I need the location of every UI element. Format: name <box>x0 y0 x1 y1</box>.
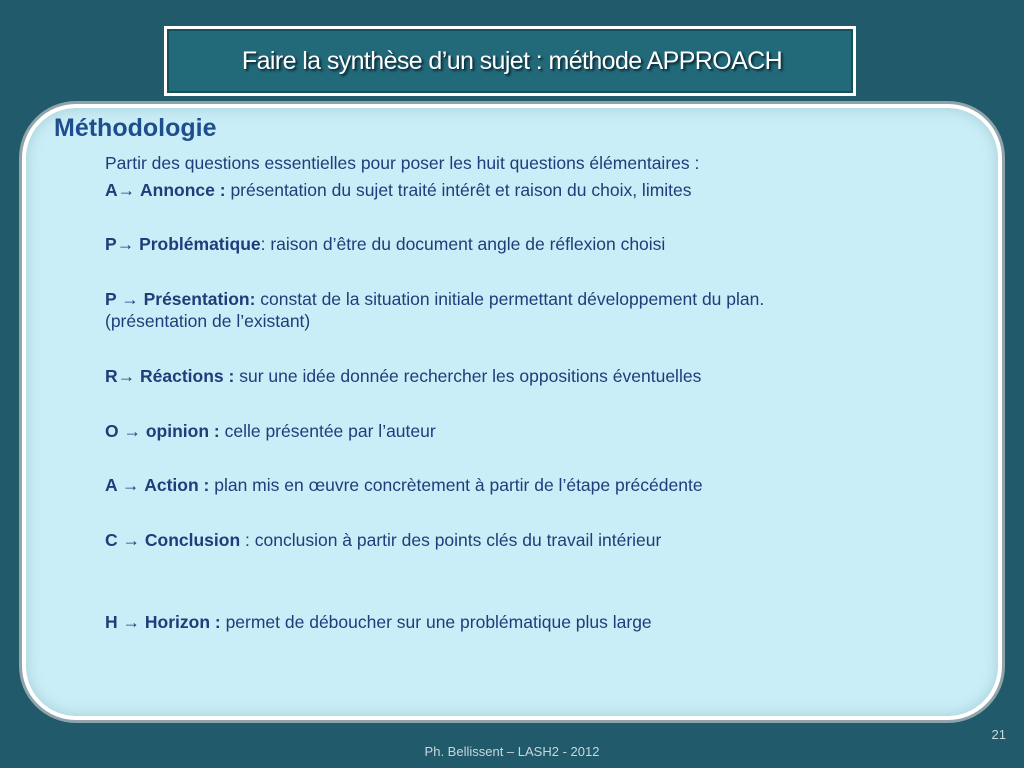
arrow-icon: → <box>122 530 140 550</box>
arrow-icon: → <box>121 289 139 309</box>
arrow-icon: → <box>116 234 135 254</box>
item-letter: A <box>105 475 122 495</box>
item-reactions <box>105 365 985 387</box>
item-label: opinion : <box>145 421 220 441</box>
item-label: Présentation: <box>143 289 256 309</box>
arrow-icon: → <box>121 475 140 495</box>
item-label: Problématique <box>139 234 261 254</box>
item-label: Réactions : <box>140 366 235 386</box>
item-presentation <box>105 288 985 332</box>
slide-title: Faire la synthèse d’un sujet : méthode APPROACH <box>241 47 783 75</box>
item-problematique <box>105 233 985 255</box>
title-box <box>164 26 856 96</box>
section-heading: Méthodologie <box>54 114 217 142</box>
item-label: Annonce : <box>140 180 226 200</box>
item-text: présentation du sujet traité intérêt et raison du choix, limites <box>225 180 692 200</box>
item-horizon <box>105 611 985 633</box>
item-label: Conclusion <box>144 530 241 550</box>
footer-text: Ph. Bellissent – LASH2 - 2012 <box>424 744 600 759</box>
item-letter: P <box>105 289 122 309</box>
arrow-icon: → <box>123 421 141 441</box>
item-letter: H <box>105 612 123 632</box>
item-label: Action : <box>144 475 210 495</box>
item-letter: C <box>105 530 123 550</box>
item-text: : raison d’être du document angle de réflexion choisi <box>260 234 666 254</box>
item-text: celle présentée par l’auteur <box>219 421 436 441</box>
item-action <box>105 474 985 496</box>
intro-text: Partir des questions essentielles pour poser les huit questions élémentaires : <box>105 153 700 173</box>
item-text-continued: (présentation de l’existant) <box>105 311 311 331</box>
item-text: plan mis en œuvre concrètement à partir de l’étape précédente <box>209 475 703 495</box>
item-opinion <box>105 420 985 442</box>
item-label: Horizon : <box>144 612 221 632</box>
arrow-icon: → <box>117 366 136 386</box>
item-conclusion <box>105 529 985 551</box>
item-letter: P <box>105 234 117 254</box>
item-text: permet de déboucher sur une problématique plus large <box>220 612 652 632</box>
item-letter: R <box>105 366 118 386</box>
item-annonce <box>105 179 985 201</box>
item-letter: O <box>105 421 124 441</box>
item-text: sur une idée donnée rechercher les oppositions éventuelles <box>234 366 702 386</box>
page-number: 21 <box>991 727 1006 742</box>
item-letter: A <box>105 180 118 200</box>
arrow-icon: → <box>117 180 136 200</box>
item-text: constat de la situation initiale permettant développement du plan. <box>255 289 765 309</box>
item-text: : conclusion à partir des points clés du travail intérieur <box>240 530 662 550</box>
arrow-icon: → <box>122 612 140 632</box>
